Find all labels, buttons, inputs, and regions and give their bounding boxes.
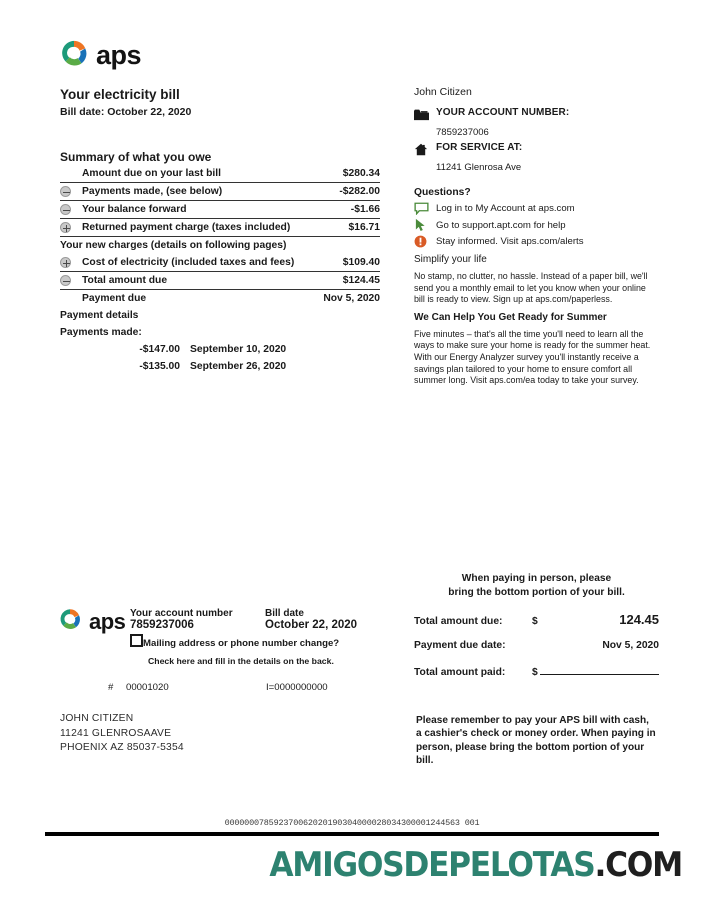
- stub-total-due-label: Total amount due:: [414, 616, 503, 627]
- amount-paid-input[interactable]: [540, 664, 659, 675]
- summary-row-label: Your new charges (details on following pages): [60, 240, 287, 251]
- pay-in-person-note: [414, 572, 659, 599]
- aps-swirl-icon: [59, 38, 89, 73]
- minus-circle-icon: [60, 186, 82, 197]
- watermark: [56, 845, 704, 885]
- stub-due-date-row: [414, 640, 659, 651]
- stub-number-row: [108, 682, 398, 693]
- page-title: Your electricity bill: [60, 87, 180, 102]
- pay-note-line2: bring the bottom portion of your bill.: [448, 586, 625, 598]
- promo-body-2: Five minutes – that's all the time you'll need to learn all the ways to make sure your home is ready for the summer heat. With our Energy Analyzer survey you'll instantly receive a savings plan tailored to your home to ensure comfort all summer long. Visit aps.com/ea today to take your survey.: [414, 328, 651, 386]
- summary-row-amount: -$1.66: [350, 204, 380, 215]
- cursor-icon: [414, 218, 436, 232]
- stub-right: [414, 572, 659, 678]
- questions-title: Questions?: [414, 187, 471, 198]
- payment-date: September 26, 2020: [190, 361, 287, 372]
- ocr-scanline: 000000078592370062020190304000028034300001244563 001: [224, 818, 480, 828]
- summary-row-amount: Nov 5, 2020: [323, 293, 380, 304]
- house-icon: [414, 142, 436, 161]
- stub-due-date-label: Payment due date:: [414, 640, 506, 651]
- question-item-text: Log in to My Account at aps.com: [436, 203, 575, 214]
- summary-row-label: Your balance forward: [82, 204, 187, 215]
- stub-billdate-value: October 22, 2020: [265, 619, 358, 631]
- plus-circle-icon: [60, 257, 82, 268]
- payments-made-title: Payments made:: [60, 327, 142, 338]
- summary-row-label: Payments made, (see below): [82, 186, 223, 197]
- stub-account-value: 7859237006: [130, 619, 194, 631]
- account-number-value: 7859237006: [436, 127, 489, 138]
- summary-row-amount: $109.40: [342, 257, 380, 268]
- address-change-row[interactable]: [130, 633, 400, 669]
- stub-amount-paid-label: Total amount paid:: [414, 667, 506, 678]
- stub-account-label: Your account number: [130, 608, 233, 619]
- summary-row: [60, 182, 380, 201]
- payment-amount: -$147.00: [139, 344, 180, 355]
- question-item-alerts[interactable]: [414, 235, 654, 248]
- summary-row-amount: $124.45: [342, 275, 380, 286]
- service-address-block: [414, 142, 654, 161]
- summary-row: [60, 201, 380, 219]
- question-item-support[interactable]: [414, 218, 654, 232]
- dollar-sign: $: [532, 616, 538, 627]
- customer-name: John Citizen: [414, 86, 472, 98]
- aps-swirl-icon: [58, 607, 82, 636]
- summary-row-total: [60, 272, 380, 290]
- account-number-block: [414, 107, 654, 126]
- stub-header-grid: [130, 608, 400, 631]
- stub-number: 00001020: [126, 682, 169, 693]
- aps-wordmark: aps: [89, 608, 126, 634]
- dollar-sign: $: [532, 667, 538, 678]
- hash-symbol: #: [108, 682, 114, 693]
- pay-note-line1: When paying in person, please: [461, 573, 612, 584]
- summary-row-label: Amount due on your last bill: [82, 168, 222, 179]
- stub-left: [130, 608, 400, 669]
- summary-row: [60, 254, 380, 272]
- stub-billdate-label: Bill date: [265, 608, 304, 619]
- promo-body-1: No stamp, no clutter, no hassle. Instead of a paper bill, we'll send you a monthly email to let you know when your online bill is ready to view. Sign up at aps.com/paperless.: [414, 271, 648, 305]
- summary-row-label: Returned payment charge (taxes included): [82, 222, 291, 233]
- summary-section: [60, 150, 380, 375]
- watermark-secondary: .COM: [594, 845, 682, 885]
- summary-row: [60, 219, 380, 237]
- folder-icon: [414, 107, 436, 126]
- address-change-hint: Check here and fill in the details on the back.: [148, 656, 334, 666]
- stub-total-due-row: [414, 612, 659, 627]
- watermark-primary: AMIGOSDEPELOTAS: [269, 845, 595, 885]
- mailing-address-line: JOHN CITIZEN: [60, 713, 134, 724]
- bill-date-line: Bill date: October 22, 2020: [60, 106, 192, 118]
- promo-heading-2: We Can Help You Get Ready for Summer: [414, 311, 607, 323]
- address-change-checkbox[interactable]: [130, 634, 143, 647]
- mailing-address: [60, 712, 184, 756]
- mailing-address-line: 11241 GLENROSAAVE: [60, 727, 172, 739]
- stub-amount-paid-row: [414, 664, 659, 678]
- address-change-label: Mailing address or phone number change?: [143, 638, 340, 649]
- payment-details-title: Payment details: [60, 310, 139, 321]
- summary-row-label: Payment due: [82, 293, 147, 304]
- summary-row-label: Cost of electricity (included taxes and fees): [82, 257, 295, 268]
- summary-row: [60, 165, 380, 182]
- plus-circle-icon: [60, 222, 82, 233]
- summary-row-label: Total amount due: [82, 275, 168, 286]
- stub-code: I=0000000000: [266, 682, 328, 693]
- service-address-value: 11241 Glenrosa Ave: [436, 162, 522, 173]
- service-address-label: FOR SERVICE AT:: [436, 142, 523, 153]
- payment-entry: [60, 358, 380, 375]
- payment-date: September 10, 2020: [190, 344, 287, 355]
- stub-due-date-value: Nov 5, 2020: [602, 640, 659, 651]
- stub-total-due-value: 124.45: [619, 612, 659, 627]
- stub-billdate-col: [265, 608, 400, 631]
- question-item-login[interactable]: [414, 202, 654, 215]
- summary-row-amount: -$282.00: [339, 186, 380, 197]
- aps-wordmark: aps: [96, 40, 142, 70]
- stub-account-col: [130, 608, 265, 631]
- payment-reminder: Please remember to pay your APS bill with cash, a cashier's check or money order. When paying in person, please bring the bottom portion of your bill.: [416, 715, 656, 766]
- footer-divider: [45, 832, 659, 836]
- aps-logo-stub: [58, 607, 125, 636]
- aps-logo-header: [59, 38, 141, 73]
- payment-entry: [60, 341, 380, 358]
- question-item-text: Go to support.apt.com for help: [436, 219, 566, 231]
- question-item-text: Stay informed. Visit aps.com/alerts: [436, 236, 584, 247]
- summary-title: Summary of what you owe: [60, 150, 212, 164]
- minus-circle-icon: [60, 204, 82, 215]
- summary-row-amount: $280.34: [342, 168, 380, 179]
- mailing-address-line: PHOENIX AZ 85037-5354: [60, 742, 184, 753]
- summary-row-amount: $16.71: [348, 222, 380, 233]
- summary-row-due: [60, 290, 380, 307]
- account-info-column: [414, 86, 654, 387]
- alert-icon: [414, 235, 436, 248]
- payment-amount: -$135.00: [139, 361, 180, 372]
- account-number-label: YOUR ACCOUNT NUMBER:: [436, 107, 570, 118]
- promo-heading-1: Simplify your life: [414, 254, 487, 265]
- minus-circle-icon: [60, 275, 82, 286]
- chat-icon: [414, 202, 436, 215]
- summary-row: [60, 237, 380, 254]
